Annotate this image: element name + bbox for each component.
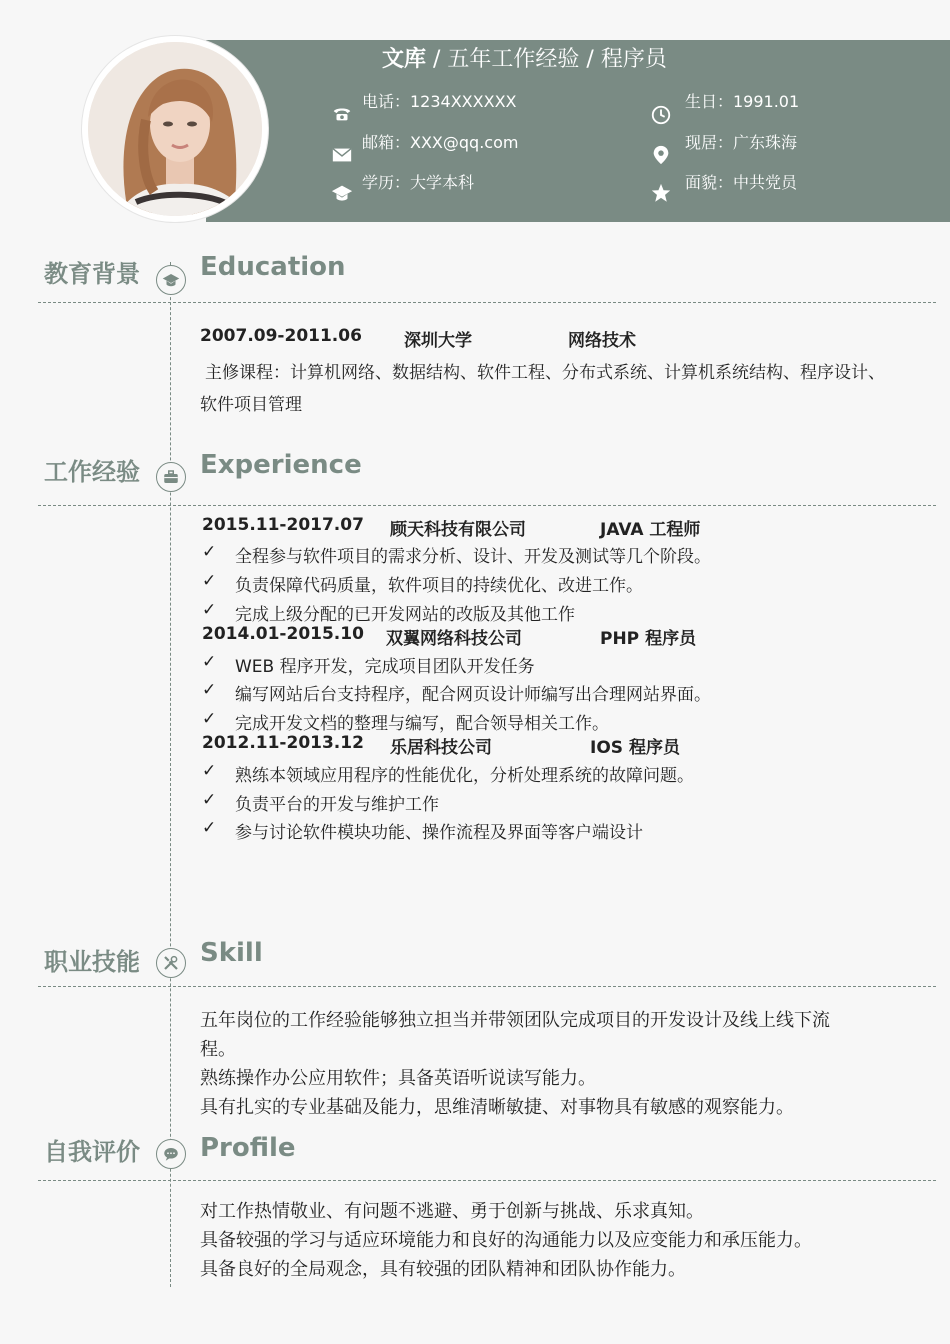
job-period: 2014.01-2015.10 [202, 624, 364, 644]
job-duty-item: 完成开发文档的整理与编写，配合领导相关工作。 [235, 714, 609, 734]
experience-title-en: Experience [200, 450, 362, 480]
check-mark-icon: ✓ [202, 600, 217, 620]
job-duty-item: 负责保障代码质量，软件项目的持续优化、改进工作。 [235, 576, 643, 596]
check-mark-icon: ✓ [202, 761, 217, 781]
email-icon [331, 144, 353, 166]
education-title-en: Education [200, 252, 346, 282]
education-section-icon [156, 265, 186, 295]
check-mark-icon: ✓ [202, 709, 217, 729]
job-position: IOS 程序员 [590, 738, 680, 758]
job-company: 双翼网络科技公司 [386, 629, 522, 649]
profile-photo [82, 36, 268, 222]
check-mark-icon: ✓ [202, 680, 217, 700]
profile-photo-image [88, 42, 262, 216]
skill-line: 五年岗位的工作经验能够独立担当并带领团队完成项目的开发设计及线上线下流 [200, 1010, 830, 1031]
job-duty-item: 参与讨论软件模块功能、操作流程及界面等客户端设计 [235, 823, 643, 843]
residence-text: 现居：广东珠海 [685, 133, 798, 152]
profile-title-cn: 自我评价 [44, 1138, 140, 1166]
job-company: 乐居科技公司 [390, 738, 492, 758]
job-duty-item: 编写网站后台支持程序，配合网页设计师编写出合理网站界面。 [235, 685, 711, 705]
job-duty-item: 熟练本领域应用程序的性能优化，分析处理系统的故障问题。 [235, 766, 694, 786]
profile-line: 具备良好的全局观念，具有较强的团队精神和团队协作能力。 [200, 1259, 686, 1280]
header-title [382, 42, 667, 73]
skill-line: 具有扎实的专业基础及能力，思维清晰敏捷、对事物具有敏感的观察能力。 [200, 1097, 794, 1118]
profile-title-en: Profile [200, 1133, 296, 1163]
graduation-cap-icon [331, 182, 353, 204]
skill-title-en: Skill [200, 938, 263, 968]
graduation-cap-icon [162, 271, 180, 289]
job-duty-item: WEB 程序开发，完成项目团队开发任务 [235, 657, 535, 677]
job-duty-item: 负责平台的开发与维护工作 [235, 795, 439, 815]
skill-line: 程。 [200, 1039, 236, 1060]
education-major: 网络技术 [568, 331, 636, 351]
experience-title-cn: 工作经验 [44, 458, 140, 486]
phone-text: 电话：1234XXXXXX [362, 92, 517, 111]
briefcase-icon [162, 468, 180, 486]
job-company: 顾天科技有限公司 [390, 520, 526, 540]
phone-icon [331, 103, 353, 125]
location-pin-icon [650, 144, 672, 166]
education-courses-line1: 主修课程：计算机网络、数据结构、软件工程、分布式系统、计算机系统结构、程序设计、 [205, 363, 885, 383]
profile-section-icon [156, 1139, 186, 1169]
education-text: 学历：大学本科 [362, 173, 475, 192]
timeline-vertical-line [170, 262, 171, 1287]
experience-divider [38, 505, 936, 506]
header-subtitle: / 五年工作经验 / 程序员 [426, 47, 667, 72]
tools-icon [162, 954, 180, 972]
check-mark-icon: ✓ [202, 571, 217, 591]
check-mark-icon: ✓ [202, 790, 217, 810]
profile-divider [38, 1180, 936, 1181]
job-position: PHP 程序员 [600, 629, 697, 649]
email-text: 邮箱：XXX@qq.com [362, 133, 519, 152]
skill-section-icon [156, 948, 186, 978]
job-period: 2012.11-2013.12 [202, 733, 364, 753]
education-title-cn: 教育背景 [44, 260, 140, 288]
chat-bubble-icon [162, 1145, 180, 1163]
check-mark-icon: ✓ [202, 652, 217, 672]
skill-divider [38, 986, 936, 987]
check-mark-icon: ✓ [202, 542, 217, 562]
birthday-text: 生日：1991.01 [685, 92, 800, 111]
education-period: 2007.09-2011.06 [200, 326, 362, 346]
profile-line: 具备较强的学习与适应环境能力和良好的沟通能力以及应变能力和承压能力。 [200, 1230, 812, 1251]
check-mark-icon: ✓ [202, 818, 217, 838]
job-duty-item: 完成上级分配的已开发网站的改版及其他工作 [235, 605, 575, 625]
job-position: JAVA 工程师 [600, 520, 701, 540]
education-courses-line2: 软件项目管理 [200, 395, 302, 415]
header-name: 文库 [382, 47, 427, 72]
political-text: 面貌：中共党员 [685, 173, 798, 192]
job-duty-item: 全程参与软件项目的需求分析、设计、开发及测试等几个阶段。 [235, 547, 711, 567]
education-divider [38, 302, 936, 303]
skill-line: 熟练操作办公应用软件；具备英语听说读写能力。 [200, 1068, 596, 1089]
skill-title-cn: 职业技能 [44, 948, 140, 976]
clock-icon [650, 104, 672, 126]
experience-section-icon [156, 462, 186, 492]
star-icon [650, 182, 672, 204]
job-period: 2015.11-2017.07 [202, 515, 364, 535]
profile-line: 对工作热情敬业、有问题不逃避、勇于创新与挑战、乐求真知。 [200, 1201, 704, 1222]
education-school: 深圳大学 [404, 331, 472, 351]
